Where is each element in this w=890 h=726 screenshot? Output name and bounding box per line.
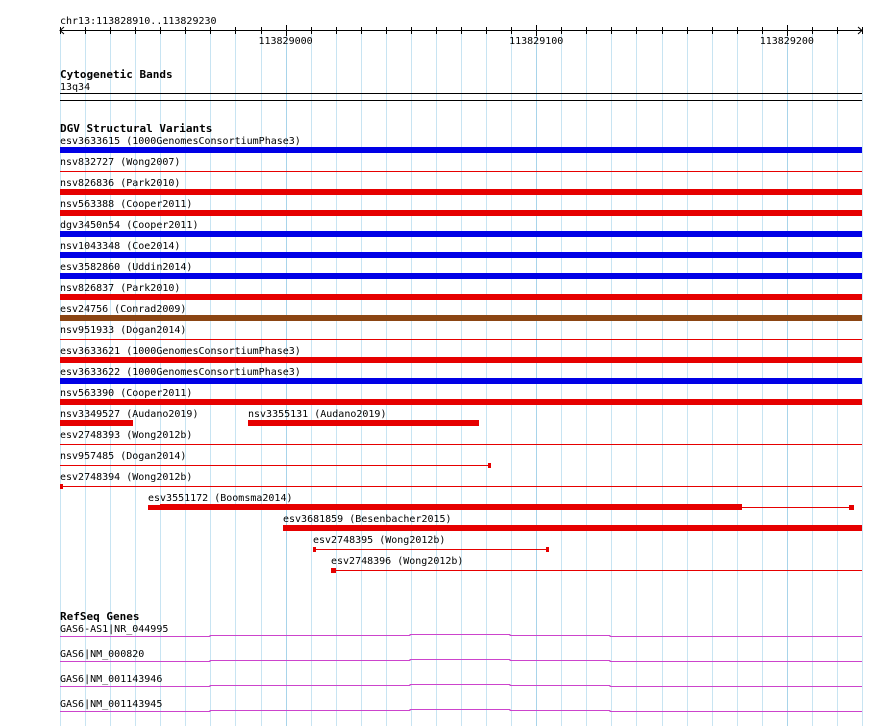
sv-ci-end-marker (488, 463, 491, 468)
sv-ci-start-marker (60, 484, 63, 489)
sv-feature-label: nsv957485 (Dogan2014) (60, 451, 187, 462)
cytoband-track-title: Cytogenetic Bands (60, 68, 173, 81)
sv-feature-label: nsv951933 (Dogan2014) (60, 325, 187, 336)
sv-feature-label: esv2748395 (Wong2012b) (313, 535, 446, 546)
sv-feature-bar (160, 504, 742, 510)
sv-feature-line (60, 339, 862, 340)
cytoband-label: 13q34 (60, 82, 91, 93)
gene-label: GAS6-AS1|NR_044995 (60, 624, 169, 635)
region-label: chr13:113828910..113829230 (60, 16, 217, 27)
sv-feature-label: esv3633615 (1000GenomesConsortiumPhase3) (60, 136, 301, 147)
sv-feature-label: nsv826837 (Park2010) (60, 283, 181, 294)
sv-feature-bar (60, 252, 862, 258)
sv-feature-label: esv2748394 (Wong2012b) (60, 472, 193, 483)
sv-feature-bar (60, 420, 133, 426)
sv-feature-bar (60, 231, 862, 237)
refseq-track-title: RefSeq Genes (60, 610, 140, 623)
sv-feature-label: nsv826836 (Park2010) (60, 178, 181, 189)
sv-feature-bar (60, 147, 862, 153)
sv-feature-line (331, 570, 862, 571)
gene-label: GAS6|NM_000820 (60, 649, 145, 660)
sv-feature-label: esv3633621 (1000GenomesConsortiumPhase3) (60, 346, 301, 357)
sv-feature-bar (60, 378, 862, 384)
sv-feature-label: nsv1043348 (Coe2014) (60, 241, 181, 252)
sv-feature-bar (283, 525, 862, 531)
sv-feature-label: nsv563390 (Cooper2011) (60, 388, 193, 399)
ruler-tick-label: 113829100 (509, 36, 564, 47)
sv-feature-bar (248, 420, 479, 426)
sv-ci-start-marker (148, 505, 160, 510)
ruler-tick-label: 113829200 (759, 36, 814, 47)
sv-feature-label: dgv3450n54 (Cooper2011) (60, 220, 199, 231)
sv-feature-bar (60, 399, 862, 405)
sv-feature-label: nsv832727 (Wong2007) (60, 157, 181, 168)
sv-feature-bar (60, 273, 862, 279)
sv-feature-label: nsv3355131 (Audano2019) (248, 409, 387, 420)
sv-feature-label: esv2748396 (Wong2012b) (331, 556, 464, 567)
sv-feature-label: esv3681859 (Besenbacher2015) (283, 514, 452, 525)
sv-feature-bar (60, 315, 862, 321)
sv-ci-start-marker (313, 547, 316, 552)
sv-feature-label: esv24756 (Conrad2009) (60, 304, 187, 315)
sv-track-title: DGV Structural Variants (60, 122, 213, 135)
sv-ci-end-marker (849, 505, 854, 510)
sv-ci-end-marker (546, 547, 549, 552)
sv-feature-bar (60, 357, 862, 363)
sv-feature-line (60, 171, 862, 172)
sv-feature-line (60, 465, 491, 466)
sv-feature-bar (60, 210, 862, 216)
gene-label: GAS6|NM_001143946 (60, 674, 163, 685)
sv-feature-label: esv3551172 (Boomsma2014) (148, 493, 293, 504)
cytoband-line-lower (60, 100, 862, 101)
cytoband-line-upper (60, 93, 862, 94)
sv-feature-line (313, 549, 549, 550)
sv-feature-bar (60, 294, 862, 300)
ruler-tick-label: 113829000 (258, 36, 313, 47)
sv-feature-line (60, 444, 862, 445)
sv-feature-label: esv3582860 (Uddin2014) (60, 262, 193, 273)
sv-feature-line (60, 486, 862, 487)
sv-ci-start-marker (331, 568, 336, 573)
sv-feature-bar (60, 189, 862, 195)
sv-feature-label: esv2748393 (Wong2012b) (60, 430, 193, 441)
sv-feature-label: esv3633622 (1000GenomesConsortiumPhase3) (60, 367, 301, 378)
sv-feature-label: nsv3349527 (Audano2019) (60, 409, 199, 420)
gene-label: GAS6|NM_001143945 (60, 699, 163, 710)
sv-feature-label: nsv563388 (Cooper2011) (60, 199, 193, 210)
